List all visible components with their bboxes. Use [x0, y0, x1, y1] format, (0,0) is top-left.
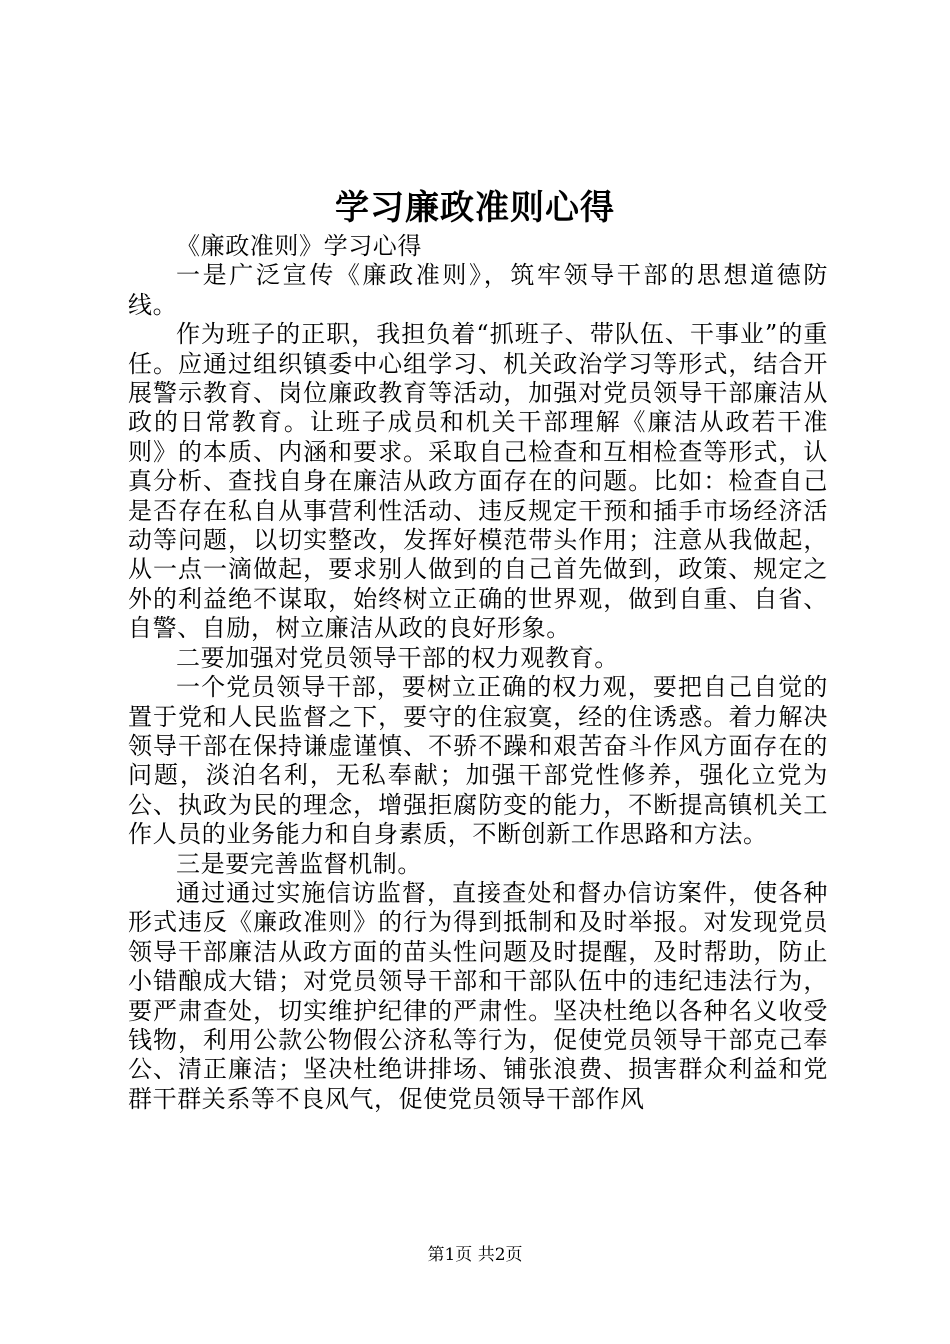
- paragraph-point-one: 一是广泛宣传《廉政准则》，筑牢领导干部的思想道德防线。: [128, 261, 828, 319]
- paragraph-heading: 《廉政准则》学习心得: [176, 232, 422, 260]
- document-title: 学习廉政准则心得: [335, 188, 615, 228]
- paragraph-point-three: 三是要完善监督机制。: [176, 849, 422, 878]
- paragraph-body: 通过通过实施信访监督，直接查处和督办信访案件，使各种形式违反《廉政准则》的行为得到抵制和及时举报。对发现党员领导干部廉洁从政方面的苗头性问题及时提醒，及时帮助，防止小错酿成大错；对党员领导干部和干部队伍中的违纪违法行为，要严肃查处，切实维护纪律的严肃性。坚决杜绝以各种名义收受钱物，利用公款公物假公济私等行为，促使党员领导干部克己奉公、清正廉洁；坚决杜绝讲排场、铺张浪费、损害群众利益和党群干群关系等不良风气，促使党员领导干部作风: [128, 878, 828, 1113]
- page-number-footer: 第1页 共2页: [427, 1245, 523, 1265]
- paragraph-body: 一个党员领导干部，要树立正确的权力观，要把自己自觉的置于党和人民监督之下，要守的住寂寞，经的住诱惑。着力解决领导干部在保持谦虚谨慎、不骄不躁和艰苦奋斗作风方面存在的问题，淡泊名利，无私奉献；加强干部党性修养，强化立党为公、执政为民的理念，增强拒腐防变的能力，不断提高镇机关工作人员的业务能力和自身素质，不断创新工作思路和方法。: [128, 673, 828, 849]
- paragraph-body: 作为班子的正职，我担负着“抓班子、带队伍、干事业”的重任。应通过组织镇委中心组学习、机关政治学习等形式，结合开展警示教育、岗位廉政教育等活动，加强对党员领导干部廉洁从政的日常教育。让班子成员和机关干部理解《廉洁从政若干准则》的本质、内涵和要求。采取自己检查和互相检查等形式，认真分析、查找自身在廉洁从政方面存在的问题。比如：检查自己是否存在私自从事营利性活动、违反规定干预和插手市场经济活动等问题，以切实整改，发挥好模范带头作用；注意从我做起，从一点一滴做起，要求别人做到的自己首先做到，政策、规定之外的利益绝不谋取，始终树立正确的世界观，做到自重、自省、自警、自励，树立廉洁从政的良好形象。: [128, 320, 828, 643]
- paragraph-point-two: 二要加强对党员领导干部的权力观教育。: [176, 643, 619, 672]
- document-body: [128, 232, 828, 1114]
